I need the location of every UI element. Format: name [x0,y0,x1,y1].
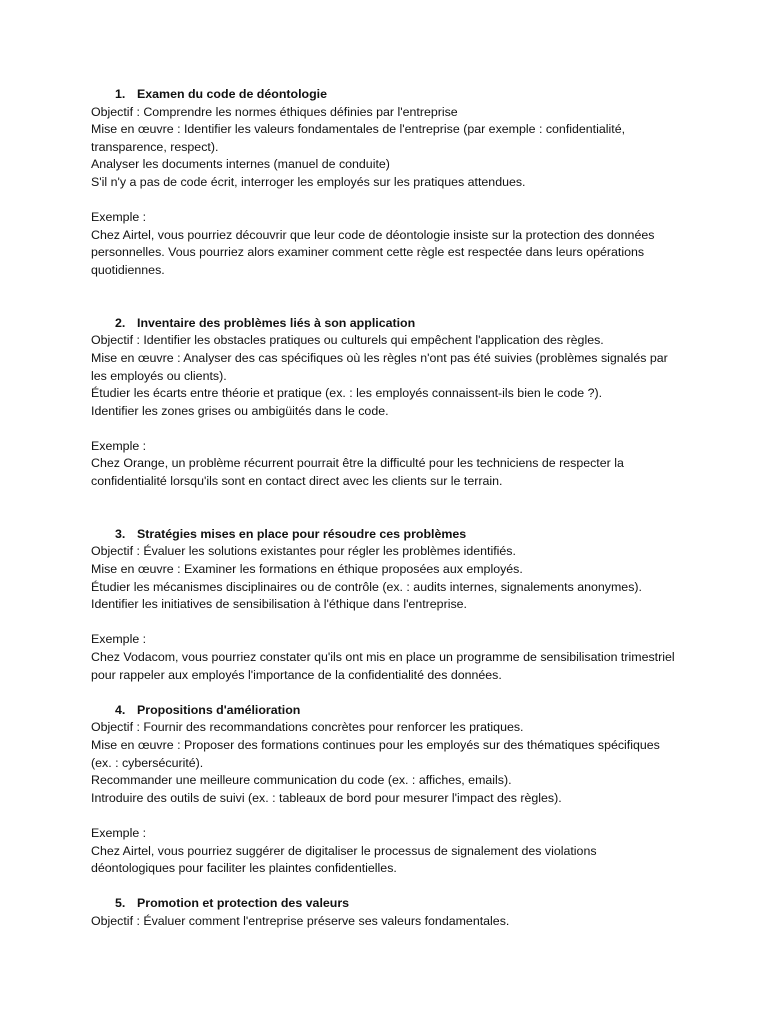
section-2-step: Étudier les écarts entre théorie et pratique (ex. : les employés connaissent-ils bien le code ?). [91,386,603,401]
section-2-example-label: Exemple : [91,438,147,453]
section-5-title: Promotion et protection des valeurs [137,896,350,911]
section-1-number: 1. [115,87,126,101]
section-1-title: Examen du code de déontologie [137,87,328,101]
document-page [91,86,681,931]
section-4-number: 4. [115,702,126,717]
section-1-example-label: Exemple : [91,210,147,225]
section-2-implementation: Mise en œuvre : Analyser des cas spécifiques où les règles n'ont pas été suivies (problèmes signalés par les employés ou clients). [91,350,668,383]
section-1-step: S'il n'y a pas de code écrit, interroger les employés sur les pratiques attendues. [91,174,526,189]
section-3-example-label: Exemple : [91,632,147,647]
section-2-number: 2. [115,315,126,330]
section-1-implementation: Mise en œuvre : Identifier les valeurs fondamentales de l'entreprise (par exemple : confidentialité, transparence, respect). [91,122,626,154]
section-3-number: 3. [115,526,126,541]
section-4-step: Recommander une meilleure communication du code (ex. : affiches, emails). [91,773,512,788]
section-1-heading [91,86,681,104]
section-4-example-label: Exemple : [91,825,147,840]
section-1-example-text: Chez Airtel, vous pourriez découvrir que leur code de déontologie insiste sur la protection des données personnelles. Vous pourriez alors examiner comment cette règle est respectée dans leurs opérations quotidiennes. [91,227,655,277]
section-2-objective: Objectif : Identifier les obstacles pratiques ou culturels qui empêchent l'application des règles. [91,333,604,348]
section-2-example-text: Chez Orange, un problème récurrent pourrait être la difficulté pour les techniciens de respecter la confidentialité lorsqu'ils sont en contact direct avec les clients sur le terrain. [91,456,624,489]
section-5-heading [91,895,681,913]
section-4-implementation: Mise en œuvre : Proposer des formations continues pour les employés sur des thématiques spécifiques (ex. : cybersécurité). [91,737,660,770]
section-3-objective: Objectif : Évaluer les solutions existantes pour régler les problèmes identifiés. [91,544,516,559]
section-4-title: Propositions d'amélioration [137,702,301,717]
section-3-example-text: Chez Vodacom, vous pourriez constater qu'ils ont mis en place un programme de sensibilisation trimestriel pour rappeler aux employés l'importance de la confidentialité des données. [91,650,675,682]
section-2-title: Inventaire des problèmes liés à son application [137,315,416,330]
section-3-step: Étudier les mécanismes disciplinaires ou de contrôle (ex. : audits internes, signalements anonymes). [91,579,642,594]
section-3-title: Stratégies mises en place pour résoudre ces problèmes [137,526,467,541]
section-5-number: 5. [115,896,126,911]
section-1-step: Analyser les documents internes (manuel de conduite) [91,157,390,172]
section-3-heading [91,526,681,544]
section-4-step: Introduire des outils de suivi (ex. : tableaux de bord pour mesurer l'impact des règles). [91,790,562,805]
section-3-step: Identifier les initiatives de sensibilisation à l'éthique dans l'entreprise. [91,597,467,612]
section-3-implementation: Mise en œuvre : Examiner les formations en éthique proposées aux employés. [91,562,523,577]
section-2-heading [91,315,681,333]
section-4-heading [91,702,681,720]
section-2-step: Identifier les zones grises ou ambigüités dans le code. [91,403,389,418]
section-5-objective: Objectif : Évaluer comment l'entreprise préserve ses valeurs fondamentales. [91,913,510,928]
section-4-objective: Objectif : Fournir des recommandations concrètes pour renforcer les pratiques. [91,720,524,735]
section-4-example-text: Chez Airtel, vous pourriez suggérer de digitaliser le processus de signalement des violations déontologiques pour faciliter les plaintes confidentielles. [91,843,597,876]
section-1-objective: Objectif : Comprendre les normes éthiques définies par l'entreprise [91,104,458,119]
